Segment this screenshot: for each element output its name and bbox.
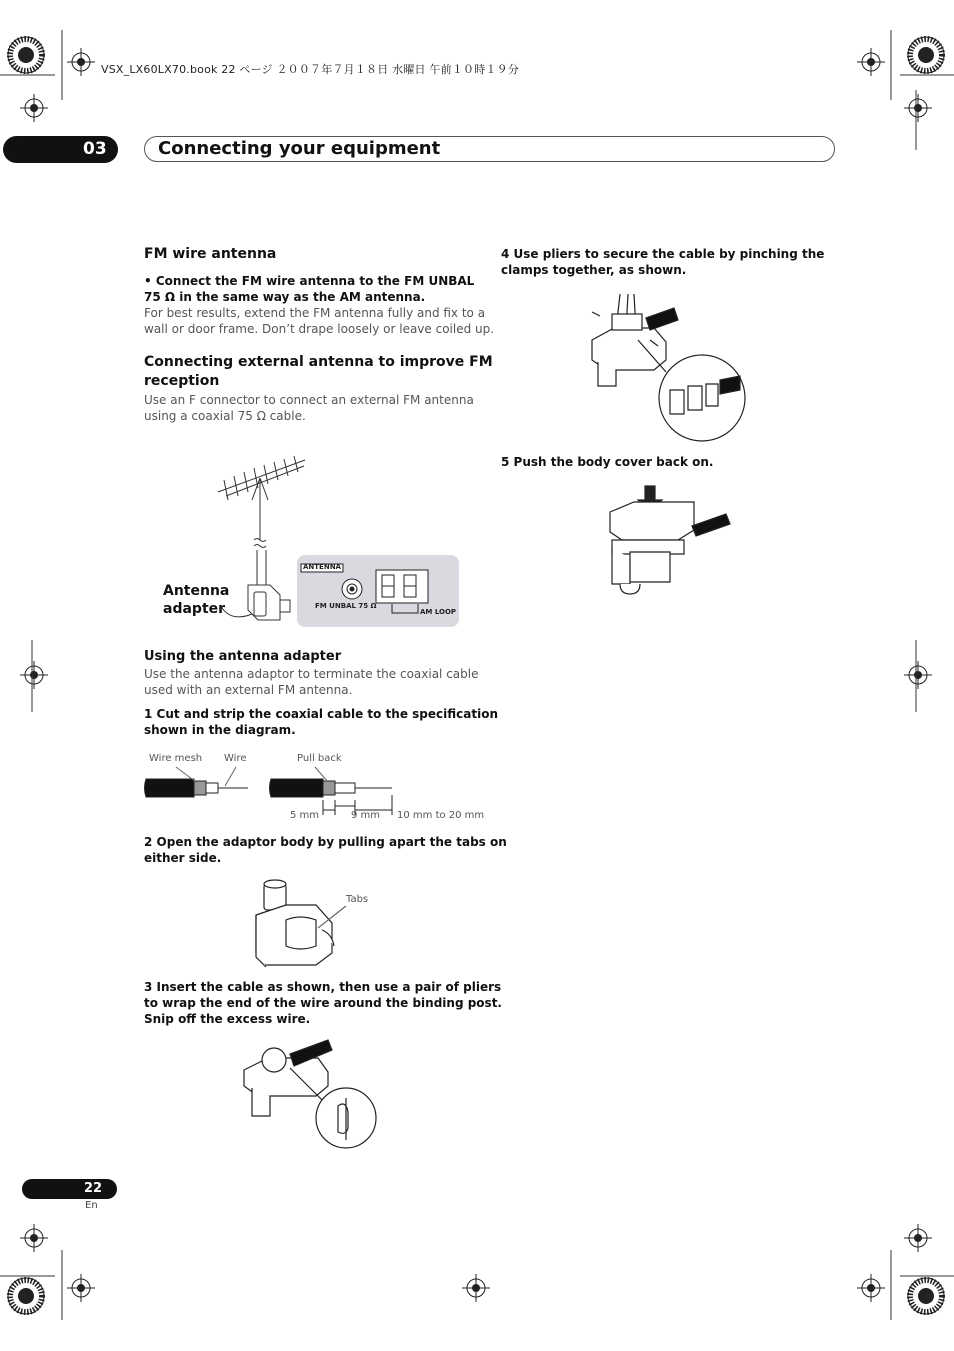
step1-line1: 1 Cut and strip the coaxial cable to the specification — [144, 707, 498, 721]
am-loop-label: AM LOOP — [420, 608, 457, 616]
step2-line2: either side. — [144, 851, 222, 865]
fm-wire-body-line2: wall or door frame. Don’t drape loosely or leave coiled up. — [144, 322, 495, 336]
antenna-adapter-label-line1: Antenna — [163, 583, 230, 599]
heading-external-antenna-line1: Connecting external antenna to improve FM — [144, 354, 493, 370]
dim-10-20mm: 10 mm to 20 mm — [397, 810, 485, 821]
wire-mesh-label: Wire mesh — [149, 753, 203, 764]
adapter-body-line1: Use the antenna adaptor to terminate the coaxial cable — [144, 667, 479, 681]
antenna-adapter-label-line2: adapter — [163, 601, 226, 617]
step1-line2: shown in the diagram. — [144, 723, 296, 737]
tabs-label: Tabs — [346, 894, 369, 905]
step3-line2: to wrap the end of the wire around the binding post. — [144, 996, 502, 1010]
external-body-line1: Use an F connector to connect an external FM antenna — [144, 393, 474, 407]
step3-line1: 3 Insert the cable as shown, then use a pair of pliers — [144, 980, 502, 994]
wire-label: Wire — [224, 753, 247, 764]
external-body-line2: using a coaxial 75 Ω cable. — [144, 409, 306, 423]
chapter-title: Connecting your equipment — [158, 138, 441, 159]
file-header: VSX_LX60LX70.book 22 ページ ２００７年７月１８日 水曜日 午前１０時１９分 — [101, 63, 520, 76]
page-language: En — [85, 1200, 98, 1211]
step5-line1: 5 Push the body cover back on. — [501, 455, 714, 469]
fm-wire-bullet-line1: • Connect the FM wire antenna to the FM UNBAL — [144, 274, 475, 288]
dim-9mm: 9 mm — [351, 810, 381, 821]
step4-line1: 4 Use pliers to secure the cable by pinching the — [501, 247, 825, 261]
step4-line2: clamps together, as shown. — [501, 263, 687, 277]
heading-using-antenna-adapter: Using the antenna adapter — [144, 649, 342, 664]
fm-unbal-label: FM UNBAL 75 Ω — [315, 602, 377, 610]
chapter-number: 03 — [83, 139, 107, 159]
adapter-body-line2: used with an external FM antenna. — [144, 683, 353, 697]
dim-5mm: 5 mm — [290, 810, 320, 821]
fm-wire-body-line1: For best results, extend the FM antenna fully and fix to a — [144, 306, 486, 320]
heading-fm-wire-antenna: FM wire antenna — [144, 246, 277, 262]
page-number: 22 — [84, 1181, 103, 1196]
fm-wire-bullet-line2: 75 Ω in the same way as the AM antenna. — [144, 290, 426, 304]
heading-external-antenna-line2: reception — [144, 373, 220, 389]
panel-antenna-label: ANTENNA — [303, 563, 341, 571]
step3-line3: Snip off the excess wire. — [144, 1012, 311, 1026]
step2-line1: 2 Open the adaptor body by pulling apart the tabs on — [144, 835, 507, 849]
pull-back-label: Pull back — [297, 753, 342, 764]
